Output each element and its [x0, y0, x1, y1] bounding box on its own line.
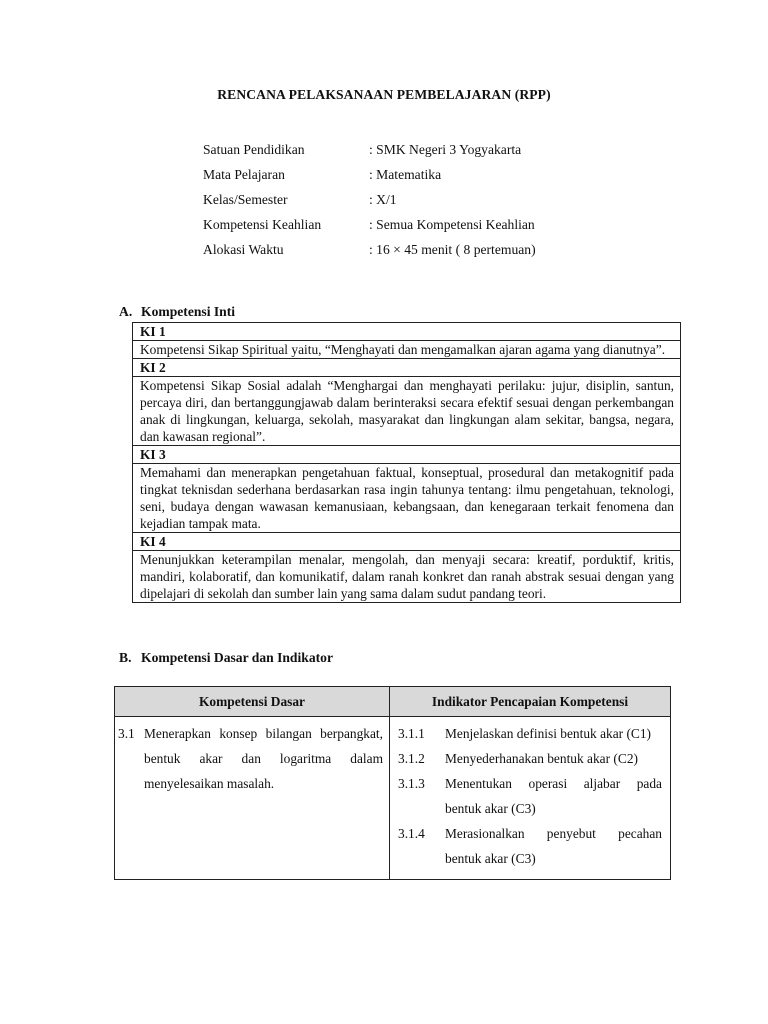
- kompetensi-dasar-table: [114, 686, 671, 880]
- identity-block: [203, 137, 536, 262]
- section-letter: B.: [119, 650, 132, 665]
- ki-heading: KI 3: [133, 446, 681, 464]
- info-value: : SMK Negeri 3 Yogyakarta: [369, 141, 522, 157]
- indicator-item: [398, 746, 662, 771]
- info-label: Satuan Pendidikan: [203, 141, 305, 157]
- info-label: Mata Pelajaran: [203, 166, 285, 182]
- indicator-item: [398, 771, 662, 821]
- kd-cell: [115, 717, 390, 880]
- ki-heading: KI 2: [133, 359, 681, 377]
- ki-text: Menunjukkan keterampilan menalar, mengolah, dan menyaji secara: kreatif, porduktif, kritis, mandiri, kolaboratif, dan komunikatif, dalam ranah konkret dan ranah abstrak sesuai dengan yang dipelajari di sekolah dan sumber lain yang sama dalam sudut pandang teori.: [133, 551, 681, 603]
- indicator-number: 3.1.1: [398, 726, 425, 741]
- kd-number: 3.1: [118, 726, 135, 741]
- column-header-kd: Kompetensi Dasar: [115, 687, 390, 717]
- info-value: : Matematika: [369, 166, 442, 182]
- info-value: : X/1: [369, 191, 397, 207]
- info-row: [203, 137, 536, 162]
- indicator-cell: [390, 717, 671, 880]
- section-b-heading: [119, 650, 333, 666]
- kd-description: Menerapkan konsep bilangan berpangkat, bentuk akar dan logaritma dalam menyelesaikan masalah.: [144, 726, 383, 791]
- indicator-number: 3.1.4: [398, 826, 425, 841]
- ki-heading: KI 4: [133, 533, 681, 551]
- info-label: Alokasi Waktu: [203, 241, 284, 257]
- kompetensi-inti-table: [132, 322, 681, 603]
- indicator-number: 3.1.3: [398, 776, 425, 791]
- indicator-text: Menyederhanakan bentuk akar (C2): [445, 751, 638, 766]
- info-row: [203, 187, 536, 212]
- indicator-text: Menentukan operasi aljabar pada bentuk akar (C3): [445, 776, 662, 816]
- indicator-text: Merasionalkan penyebut pecahan bentuk akar (C3): [445, 826, 662, 866]
- document-title: RENCANA PELAKSANAAN PEMBELAJARAN (RPP): [217, 87, 551, 102]
- info-value: : Semua Kompetensi Keahlian: [369, 216, 535, 232]
- column-header-indikator: Indikator Pencapaian Kompetensi: [390, 687, 671, 717]
- ki-text: Kompetensi Sikap Spiritual yaitu, “Menghayati dan mengamalkan ajaran agama yang dianutnya”.: [133, 341, 681, 359]
- info-row: [203, 162, 536, 187]
- ki-text: Kompetensi Sikap Sosial adalah “Menghargai dan menghayati perilaku: jujur, disiplin, santun, percaya diri, dan bertanggungjawab dalam berinteraksi secara efektif sesuai dengan perkembangan anak di lingkungan, keluarga, sekolah, masyarakat dan lingkungan alam sekitar, bangsa, negara, dan kawasan regional”.: [133, 377, 681, 446]
- ki-heading: KI 1: [133, 323, 681, 341]
- indicator-item: [398, 821, 662, 871]
- info-row: [203, 237, 536, 262]
- ki-text: Memahami dan menerapkan pengetahuan faktual, konseptual, prosedural dan metakognitif pada tingkat teknisdan sederhana berdasarkan rasa ingin tahunya tentang: ilmu pengetahuan, teknologi, seni, budaya dengan wawasan kemanusiaan, kebangsaan, dan kenegaraan terkait fenomena dan kejadian tampak mata.: [133, 464, 681, 533]
- indicator-number: 3.1.2: [398, 751, 425, 766]
- section-title: Kompetensi Inti: [141, 304, 236, 319]
- info-row: [203, 212, 536, 237]
- info-label: Kelas/Semester: [203, 191, 288, 207]
- section-title: Kompetensi Dasar dan Indikator: [141, 650, 333, 665]
- indicator-text: Menjelaskan definisi bentuk akar (C1): [445, 726, 652, 741]
- info-value: : 16 × 45 menit ( 8 pertemuan): [369, 241, 536, 257]
- info-label: Kompetensi Keahlian: [203, 216, 322, 232]
- section-a-heading: [119, 304, 235, 320]
- indicator-item: [398, 721, 662, 746]
- section-letter: A.: [119, 304, 133, 319]
